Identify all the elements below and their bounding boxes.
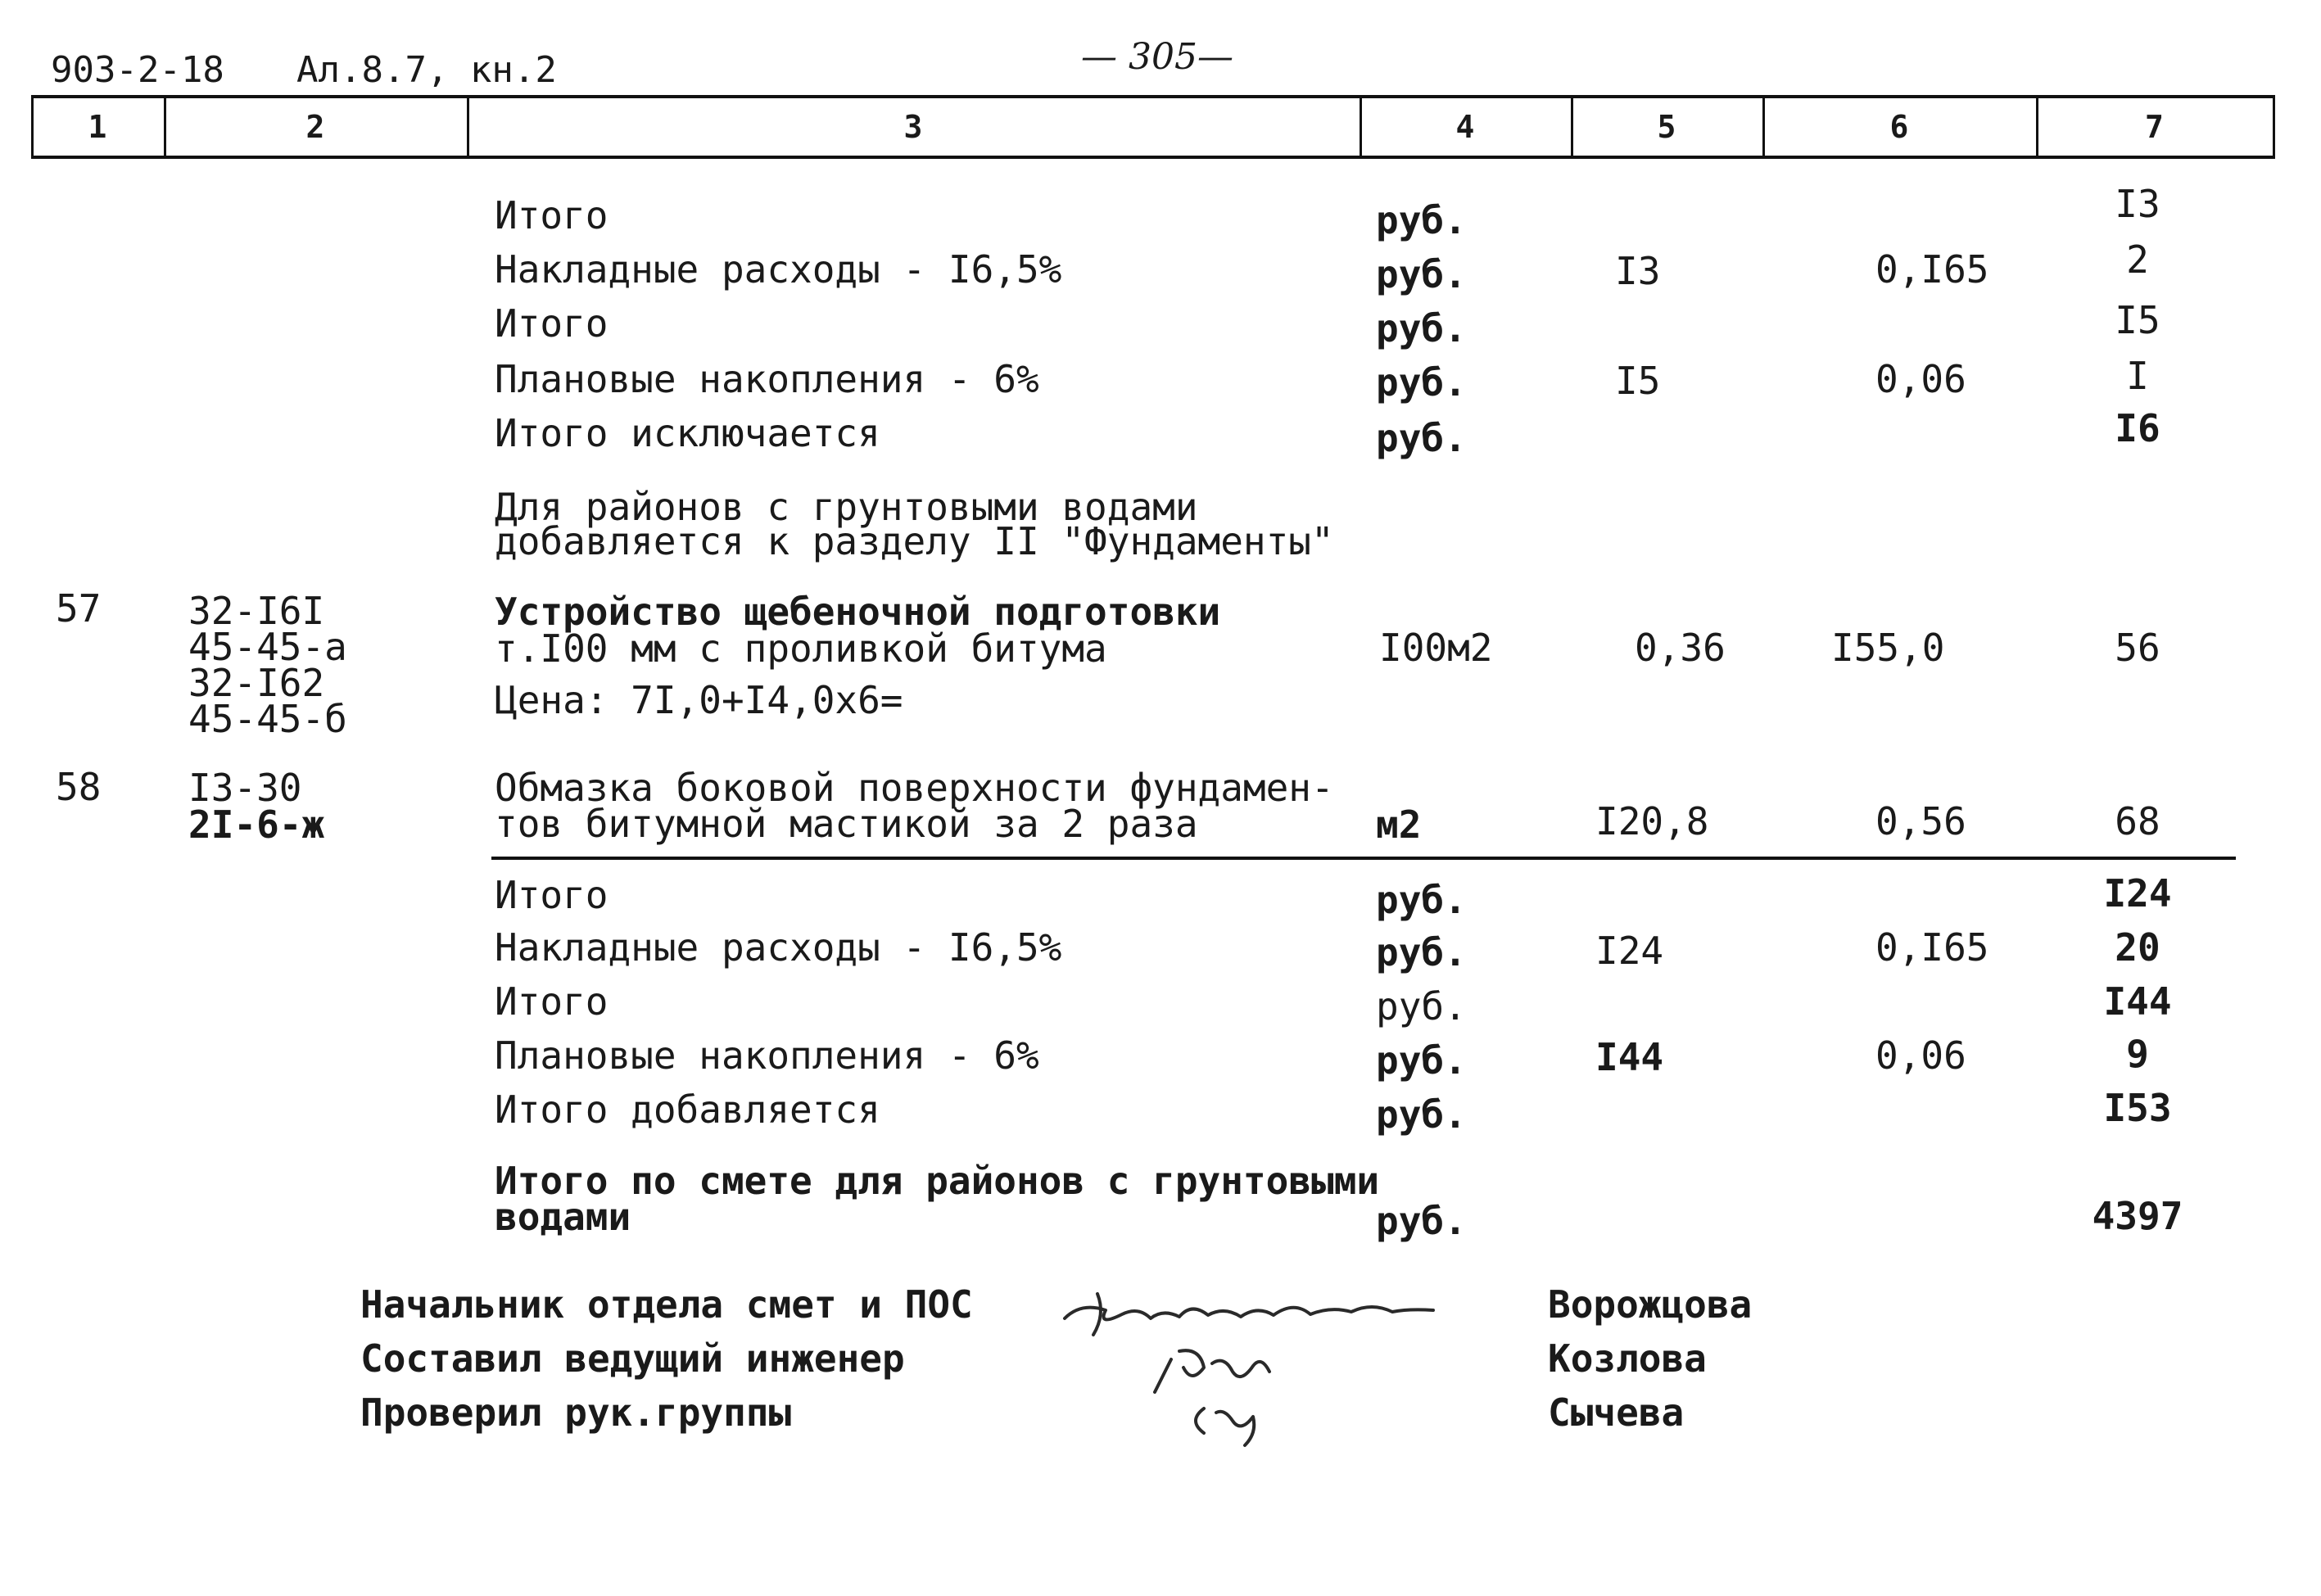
row-total: I5 xyxy=(2115,298,2160,342)
document-code: 903-2-18 xyxy=(51,49,224,91)
row-unit: руб. xyxy=(1376,252,1467,296)
item-number: 57 xyxy=(56,586,102,631)
row-unit: руб. xyxy=(1376,360,1467,405)
item-total: 68 xyxy=(2115,799,2160,843)
handwritten-signatures xyxy=(1048,1269,1474,1449)
column-number-4: 4 xyxy=(1455,109,1475,145)
item-quantity: 0,36 xyxy=(1635,626,1726,670)
header-bottom-rule xyxy=(31,156,2275,159)
section-note xyxy=(495,485,1334,563)
row-total: I24 xyxy=(2103,871,2172,916)
item-unit: I00м2 xyxy=(1379,626,1493,670)
signature-flourish xyxy=(1093,1294,1101,1335)
grand-total-description xyxy=(495,1159,1380,1239)
album-reference: Ал.8.7, кн.2 xyxy=(296,49,557,91)
section-note-line: Для районов с грунтовыми водами xyxy=(495,485,1198,529)
column-number-3: 3 xyxy=(903,109,923,145)
item-codes xyxy=(188,766,325,847)
grand-total-line: Итого по смете для районов с грунтовыми xyxy=(495,1159,1380,1203)
row-total: 20 xyxy=(2115,925,2160,970)
row-total: I44 xyxy=(2103,979,2172,1024)
item-total: 56 xyxy=(2115,626,2160,670)
item-code: 45-45-а xyxy=(188,625,347,669)
grand-total-value: 4397 xyxy=(2092,1194,2183,1238)
row-rate: 0,06 xyxy=(1875,357,1966,401)
item-description xyxy=(495,766,1334,846)
item-codes xyxy=(188,589,347,741)
item-code: 2I-6-ж xyxy=(188,803,325,847)
row-unit: руб. xyxy=(1376,306,1467,350)
row-total: I6 xyxy=(2115,406,2160,450)
column-divider xyxy=(2273,97,2275,159)
row-rate: 0,06 xyxy=(1875,1033,1966,1078)
column-number-2: 2 xyxy=(305,109,325,145)
row-description: Плановые накопления - 6% xyxy=(495,1033,1039,1078)
signature-name: Сычева xyxy=(1548,1390,1685,1435)
row-description: Накладные расходы - I6,5% xyxy=(495,247,1062,292)
section-note-line: добавляется к разделу II "Фундаменты" xyxy=(495,519,1334,563)
row-quantity: I24 xyxy=(1595,929,1664,973)
row-description: Плановые накопления - 6% xyxy=(495,357,1039,401)
row-description: Итого xyxy=(495,193,609,237)
item-description xyxy=(495,590,1221,671)
page-number: — 305— xyxy=(1081,36,1233,78)
row-unit: руб. xyxy=(1376,1092,1467,1137)
column-number-5: 5 xyxy=(1657,109,1676,145)
row-unit: руб. xyxy=(1376,1038,1467,1083)
signature-role: Проверил рук.группы xyxy=(360,1390,792,1435)
item-code: I3-30 xyxy=(188,766,302,810)
signature-name: Ворожцова xyxy=(1548,1282,1753,1327)
row-unit: руб. xyxy=(1376,930,1467,974)
signature-role: Начальник отдела смет и ПОС xyxy=(360,1282,973,1327)
grand-total-line: водами xyxy=(495,1195,631,1239)
column-number-6: 6 xyxy=(1889,109,1909,145)
description-line: т.I00 мм с проливкой битума xyxy=(495,626,1107,671)
row-quantity: I5 xyxy=(1615,359,1661,403)
row-unit: руб. xyxy=(1376,984,1467,1029)
item-rate: 0,56 xyxy=(1875,799,1966,843)
signature-name: Козлова xyxy=(1548,1336,1707,1381)
item-quantity: I20,8 xyxy=(1595,799,1709,843)
item-number: 58 xyxy=(56,765,102,809)
description-line: Обмазка боковой поверхности фундамен- xyxy=(495,766,1334,810)
row-total: I3 xyxy=(2115,182,2160,226)
row-description: Итого добавляется xyxy=(495,1087,880,1132)
row-quantity: I44 xyxy=(1595,1035,1664,1079)
item-code: 32-I6I xyxy=(188,589,325,633)
grand-total-unit: руб. xyxy=(1376,1199,1467,1243)
row-unit: руб. xyxy=(1376,416,1467,460)
row-description: Накладные расходы - I6,5% xyxy=(495,925,1062,970)
signature-role: Составил ведущий инженер xyxy=(360,1336,905,1381)
subtotal-rule xyxy=(491,857,2236,860)
column-number-1: 1 xyxy=(88,109,107,145)
row-rate: 0,I65 xyxy=(1875,925,1989,970)
signature-sycheva-stroke xyxy=(1196,1408,1254,1445)
row-total: I xyxy=(2126,354,2149,398)
description-line: тов битумной мастикой за 2 раза xyxy=(495,802,1198,846)
row-description: Итого xyxy=(495,979,609,1024)
row-rate: 0,I65 xyxy=(1875,247,1989,292)
row-total: I53 xyxy=(2103,1086,2172,1130)
signature-kozlova-stroke xyxy=(1155,1350,1269,1392)
row-quantity: I3 xyxy=(1615,249,1661,293)
row-description: Итого xyxy=(495,873,609,917)
item-code: 45-45-б xyxy=(188,697,347,741)
item-code: 32-I62 xyxy=(188,661,325,705)
signature-vorozhtsova-stroke xyxy=(1065,1307,1433,1319)
row-description: Итого xyxy=(495,301,609,346)
row-description: Итого исключается xyxy=(495,411,880,455)
column-number-7: 7 xyxy=(2145,109,2164,145)
row-unit: руб. xyxy=(1376,878,1467,922)
description-line: Устройство щебеночной подготовки xyxy=(495,590,1221,634)
row-unit: руб. xyxy=(1376,198,1467,242)
item-rate: I55,0 xyxy=(1831,626,1945,670)
item-unit: м2 xyxy=(1376,803,1422,847)
row-total: 2 xyxy=(2126,237,2149,282)
item-price-formula: Цена: 7I,0+I4,0x6= xyxy=(495,678,903,722)
row-total: 9 xyxy=(2126,1032,2149,1076)
